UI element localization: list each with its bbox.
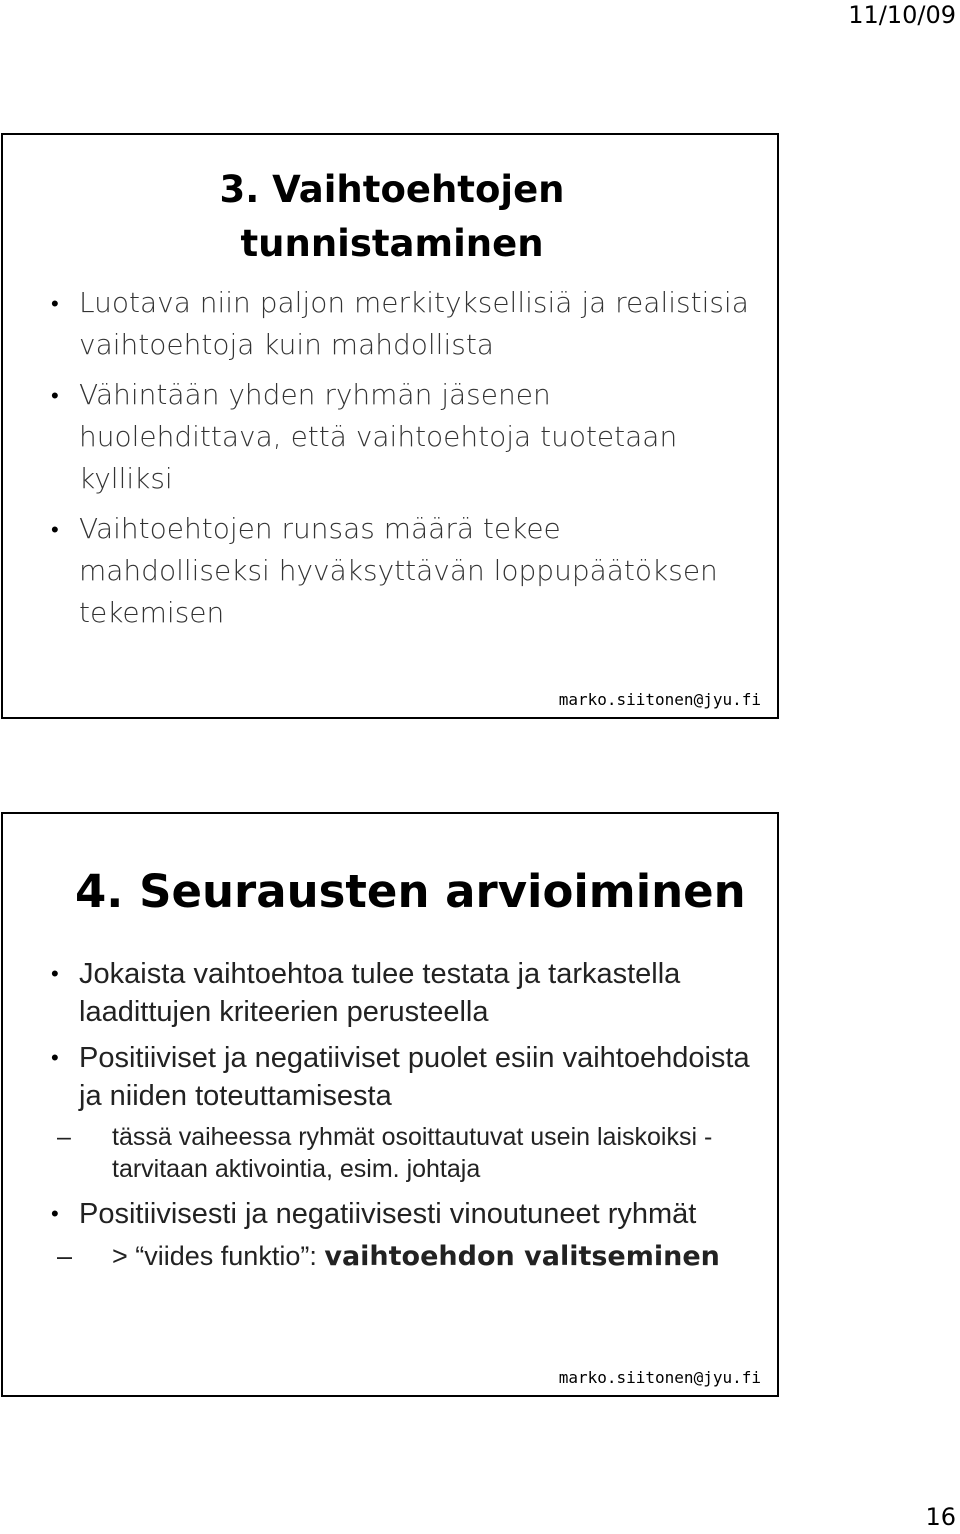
bullet-icon: • <box>51 292 59 317</box>
bullet-text: Positiiviset ja negatiiviset puolet esiin vaihtoehdoista ja niiden toteuttamisesta <box>79 1042 750 1112</box>
highlighted-term: vaihtoehdon valitseminen <box>324 1241 720 1272</box>
sub-item <box>57 1121 769 1185</box>
slide-title-line-1: 3. Vaihtoehtojen <box>219 168 565 211</box>
dash-icon: – <box>57 1123 71 1151</box>
bullet-item <box>51 374 759 500</box>
sub-list <box>57 1121 769 1185</box>
slide-title <box>3 163 781 271</box>
bullet-item <box>51 508 759 634</box>
slide-4 <box>1 812 779 1397</box>
bullet-text: Vähintään yhden ryhmän jäsenen huolehdittava, että vaihtoehtoja tuotetaan kylliksi <box>79 378 678 495</box>
bullet-item <box>51 1195 769 1274</box>
slide-3 <box>1 133 779 719</box>
bullet-text: Jokaista vaihtoehtoa tulee testata ja tarkastella laadittujen kriteerien perusteella <box>79 958 681 1028</box>
slide-footer-email: marko.siitonen@jyu.fi <box>558 690 761 709</box>
bullet-text: Positiivisesti ja negatiivisesti vinoutuneet ryhmät <box>79 1198 697 1230</box>
bullet-icon: • <box>51 1201 59 1226</box>
sub-item-text: tässä vaiheessa ryhmät osoittautuvat usein laiskoiksi - tarvitaan aktivointia, esim. johtaja <box>112 1123 713 1183</box>
sub-item <box>57 1239 769 1274</box>
page-date: 11/10/09 <box>848 1 956 29</box>
sub-list <box>57 1239 769 1274</box>
dash-icon: – <box>57 1241 73 1271</box>
bullet-text: Vaihtoehtojen runsas määrä tekee mahdolliseksi hyväksyttävän loppupäätöksen tekemisen <box>79 512 718 629</box>
bullet-text: Luotava niin paljon merkityksellisiä ja realistisia vaihtoehtoja kuin mahdollista <box>79 286 749 361</box>
bullet-list <box>51 955 769 1284</box>
arrow-prefix: > “viides funktio”: <box>112 1241 325 1271</box>
bullet-icon: • <box>51 961 59 986</box>
slide-title-line-2: tunnistaminen <box>240 222 544 265</box>
slide-footer-email: marko.siitonen@jyu.fi <box>558 1368 761 1387</box>
bullet-icon: • <box>51 1045 59 1070</box>
bullet-list <box>51 282 759 642</box>
bullet-item <box>51 955 769 1031</box>
bullet-icon: • <box>51 384 59 409</box>
bullet-item <box>51 282 759 366</box>
bullet-item <box>51 1039 769 1185</box>
page-number: 16 <box>925 1503 956 1531</box>
slide-title: 4. Seurausten arvioiminen <box>75 865 746 918</box>
bullet-icon: • <box>51 518 59 543</box>
